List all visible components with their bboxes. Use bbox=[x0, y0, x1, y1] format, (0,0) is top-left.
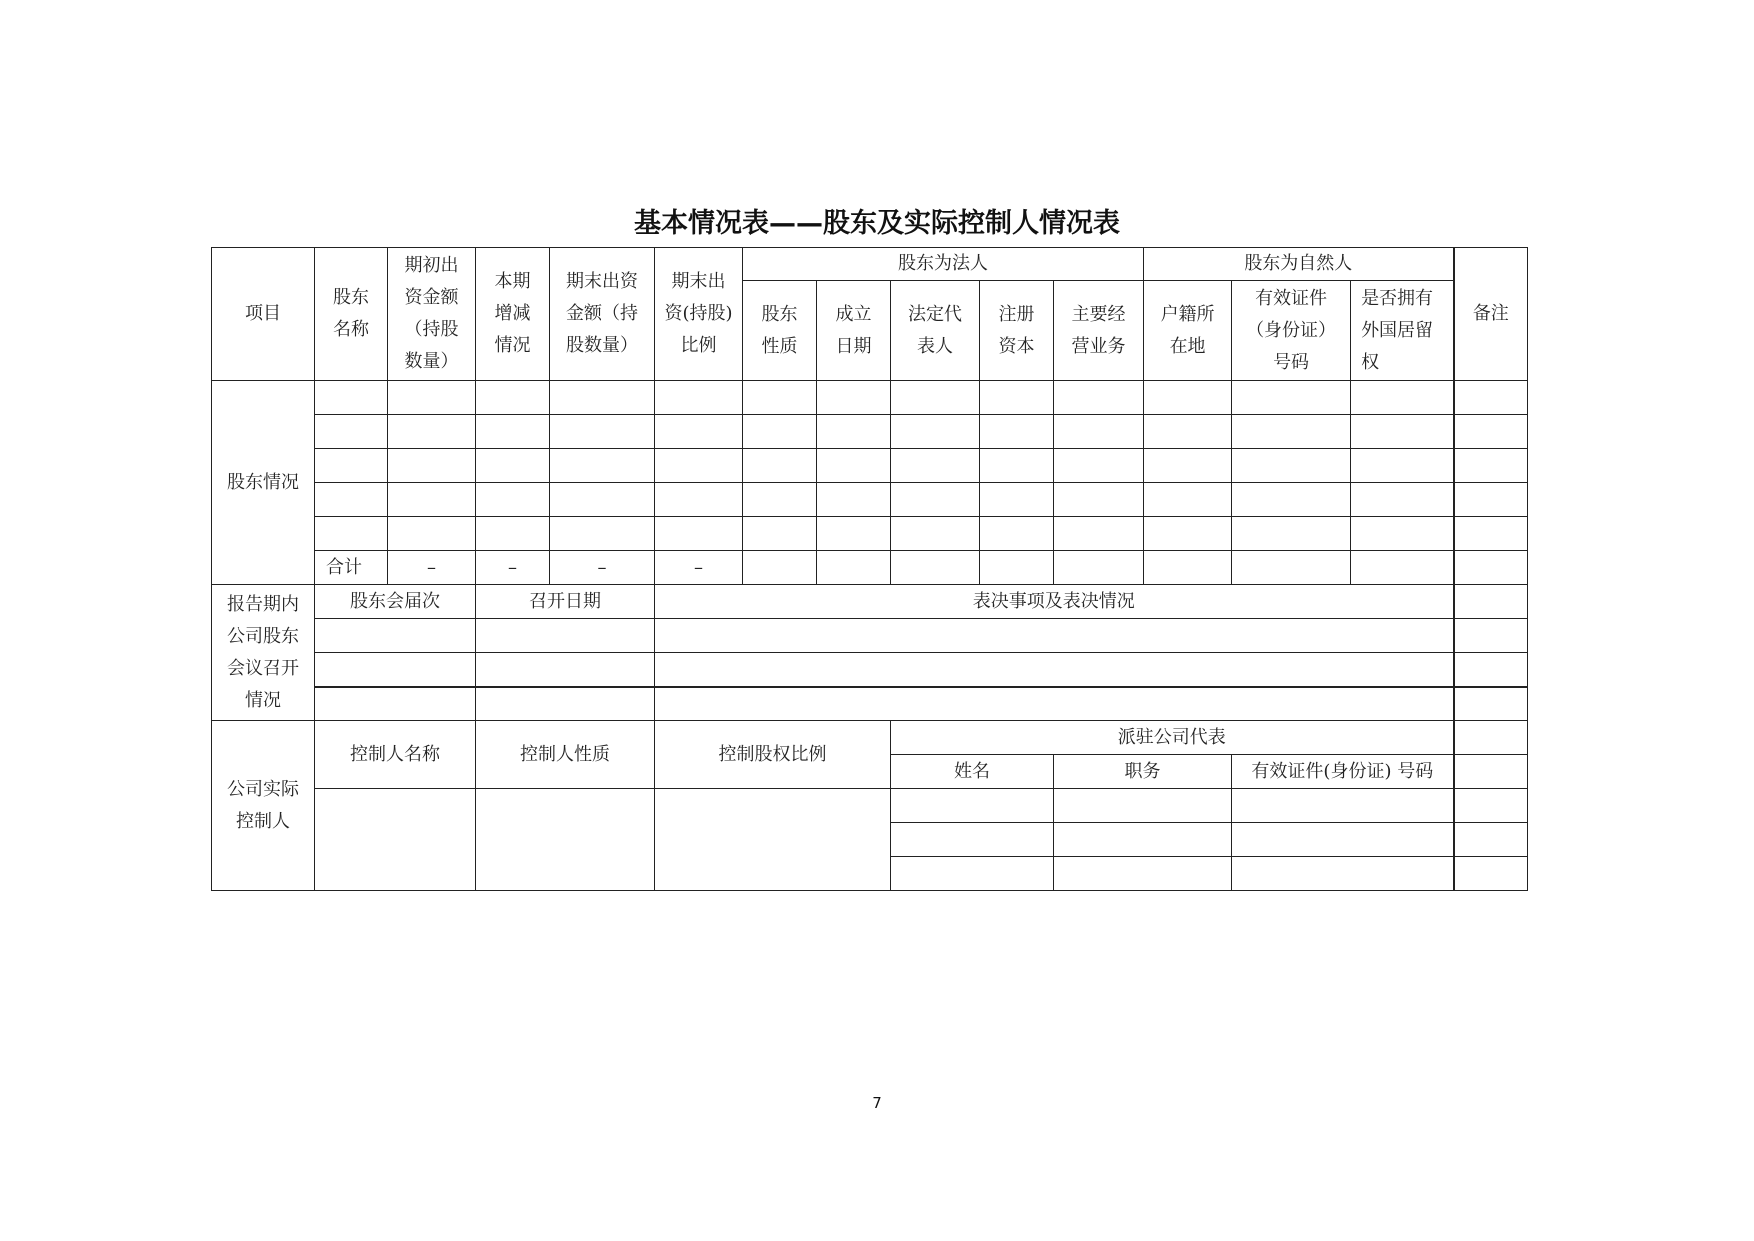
table-row bbox=[212, 653, 1528, 687]
header-text: 注册 bbox=[998, 303, 1035, 325]
header-text: 期末出 bbox=[671, 271, 726, 292]
table-cell[interactable] bbox=[1054, 381, 1144, 415]
table-cell[interactable] bbox=[550, 483, 655, 517]
table-row bbox=[212, 687, 1528, 721]
header-text: 金额（持 bbox=[566, 303, 638, 324]
shareholder-controller-table bbox=[211, 247, 1528, 891]
controller-section-label bbox=[212, 721, 315, 891]
table-cell[interactable] bbox=[743, 381, 817, 415]
table-cell[interactable] bbox=[1232, 415, 1351, 449]
table-cell[interactable] bbox=[817, 551, 891, 585]
table-cell[interactable] bbox=[1351, 483, 1454, 517]
table-cell[interactable] bbox=[1454, 653, 1528, 687]
table-cell[interactable] bbox=[655, 619, 1454, 653]
header-text: 性质 bbox=[761, 335, 798, 357]
header-text: 权 bbox=[1361, 351, 1380, 373]
table-cell[interactable] bbox=[891, 449, 980, 483]
header-text: 名称 bbox=[333, 319, 369, 340]
table-row bbox=[212, 789, 1528, 823]
header-text: 外国居留 bbox=[1361, 319, 1434, 341]
table-cell[interactable] bbox=[1054, 823, 1232, 857]
header-text: 表人 bbox=[917, 335, 953, 357]
meeting-session-header: 股东会届次 bbox=[315, 585, 476, 619]
header-initial-capital bbox=[388, 248, 476, 381]
table-cell[interactable] bbox=[817, 415, 891, 449]
meeting-resolutions-header: 表决事项及表决情况 bbox=[655, 585, 1454, 619]
header-remarks: 备注 bbox=[1454, 248, 1528, 381]
table-cell[interactable] bbox=[1054, 517, 1144, 551]
total-dash: – bbox=[655, 551, 743, 585]
table-cell[interactable] bbox=[476, 653, 655, 687]
table-cell[interactable] bbox=[980, 551, 1054, 585]
table-cell[interactable] bbox=[1232, 381, 1351, 415]
header-text: 主要经 bbox=[1071, 303, 1126, 325]
label-text: 公司股东 bbox=[227, 625, 299, 647]
table-cell[interactable] bbox=[1454, 381, 1528, 415]
total-dash: – bbox=[476, 551, 550, 585]
table-row bbox=[212, 483, 1528, 517]
table-cell[interactable] bbox=[655, 687, 1454, 721]
table-cell[interactable] bbox=[1054, 551, 1144, 585]
table-cell[interactable] bbox=[891, 551, 980, 585]
table-cell[interactable] bbox=[315, 415, 388, 449]
header-text: 情况 bbox=[494, 335, 531, 356]
header-established bbox=[817, 281, 891, 381]
table-cell[interactable] bbox=[743, 415, 817, 449]
table-cell[interactable] bbox=[1454, 721, 1528, 755]
table-cell[interactable] bbox=[1054, 415, 1144, 449]
table-cell[interactable] bbox=[891, 857, 1054, 891]
header-text: 股东 bbox=[333, 287, 369, 308]
header-text: 有效证件 bbox=[1255, 287, 1328, 309]
controller-nature-cell[interactable] bbox=[476, 789, 655, 891]
table-cell[interactable] bbox=[1351, 551, 1454, 585]
header-id-number bbox=[1232, 281, 1351, 381]
header-text: （身份证） bbox=[1246, 319, 1337, 341]
table-cell[interactable] bbox=[1454, 687, 1528, 721]
label-text: 会议召开 bbox=[227, 657, 299, 679]
shareholder-section-label: 股东情况 bbox=[212, 381, 315, 585]
table-cell[interactable] bbox=[817, 381, 891, 415]
table-cell[interactable] bbox=[743, 483, 817, 517]
table-cell[interactable] bbox=[980, 415, 1054, 449]
table-cell[interactable] bbox=[1144, 415, 1232, 449]
controller-ratio-header: 控制股权比例 bbox=[655, 721, 891, 789]
total-dash: – bbox=[550, 551, 655, 585]
table-cell[interactable] bbox=[388, 415, 476, 449]
table-cell[interactable] bbox=[315, 653, 476, 687]
header-text: （持股 bbox=[404, 319, 459, 340]
header-text: 是否拥有 bbox=[1361, 287, 1434, 309]
header-text: 户籍所 bbox=[1160, 303, 1215, 325]
table-cell[interactable] bbox=[1454, 517, 1528, 551]
header-legal-person-group: 股东为法人 bbox=[743, 248, 1144, 281]
table-cell[interactable] bbox=[1454, 551, 1528, 585]
rep-name-header: 姓名 bbox=[891, 755, 1054, 789]
table-cell[interactable] bbox=[817, 517, 891, 551]
header-text: 号码 bbox=[1273, 351, 1310, 373]
table-cell[interactable] bbox=[476, 619, 655, 653]
table-cell[interactable] bbox=[315, 619, 476, 653]
table-cell[interactable] bbox=[743, 517, 817, 551]
table-row bbox=[212, 381, 1528, 415]
table-cell[interactable] bbox=[1454, 857, 1528, 891]
header-text: 期末出资 bbox=[566, 271, 638, 292]
header-text: 资本 bbox=[998, 335, 1035, 357]
header-legal-nature bbox=[743, 281, 817, 381]
table-cell[interactable] bbox=[1232, 483, 1351, 517]
table-cell[interactable] bbox=[315, 449, 388, 483]
table-cell[interactable] bbox=[891, 823, 1054, 857]
header-text: 期初出 bbox=[404, 255, 459, 276]
table-cell[interactable] bbox=[980, 517, 1054, 551]
table-cell[interactable] bbox=[1232, 857, 1454, 891]
label-text: 控制人 bbox=[236, 810, 290, 832]
header-text: 日期 bbox=[835, 335, 872, 357]
header-legal-rep bbox=[891, 281, 980, 381]
table-cell[interactable] bbox=[1144, 483, 1232, 517]
header-text: 资金额 bbox=[404, 287, 459, 308]
table-cell[interactable] bbox=[980, 381, 1054, 415]
table-cell[interactable] bbox=[1454, 789, 1528, 823]
header-ending-ratio bbox=[655, 248, 743, 381]
table-cell[interactable] bbox=[476, 449, 550, 483]
table-cell[interactable] bbox=[388, 517, 476, 551]
total-dash: – bbox=[388, 551, 476, 585]
table-cell[interactable] bbox=[315, 483, 388, 517]
table-cell[interactable] bbox=[315, 687, 476, 721]
label-text: 报告期内 bbox=[227, 593, 299, 615]
table-cell[interactable] bbox=[1454, 415, 1528, 449]
table-cell[interactable] bbox=[476, 381, 550, 415]
table-cell[interactable] bbox=[1454, 619, 1528, 653]
table-cell[interactable] bbox=[1351, 517, 1454, 551]
header-row bbox=[212, 248, 1528, 281]
controller-ratio-cell[interactable] bbox=[655, 789, 891, 891]
table-cell[interactable] bbox=[1232, 789, 1454, 823]
header-item: 项目 bbox=[212, 248, 315, 381]
header-text: 股数量） bbox=[566, 335, 638, 356]
header-text: 比例 bbox=[680, 335, 717, 356]
table-cell[interactable] bbox=[743, 449, 817, 483]
table-cell[interactable] bbox=[388, 449, 476, 483]
table-cell[interactable] bbox=[891, 415, 980, 449]
table-cell[interactable] bbox=[891, 517, 980, 551]
header-text: 法定代 bbox=[908, 303, 962, 325]
header-text: 资(持股) bbox=[664, 303, 733, 324]
header-natural-person-group: 股东为自然人 bbox=[1144, 248, 1454, 281]
table-cell[interactable] bbox=[315, 517, 388, 551]
table-cell[interactable] bbox=[1232, 823, 1454, 857]
table-cell[interactable] bbox=[1454, 449, 1528, 483]
header-text: 数量） bbox=[404, 351, 459, 372]
table-row bbox=[212, 517, 1528, 551]
table-cell[interactable] bbox=[1351, 415, 1454, 449]
table-cell[interactable] bbox=[817, 449, 891, 483]
table-row bbox=[212, 415, 1528, 449]
table-cell[interactable] bbox=[980, 483, 1054, 517]
table-cell[interactable] bbox=[1232, 551, 1351, 585]
header-text: 本期 bbox=[494, 271, 531, 292]
table-row bbox=[212, 449, 1528, 483]
header-foreign-residence bbox=[1351, 281, 1454, 381]
table-cell[interactable] bbox=[1054, 857, 1232, 891]
header-text: 股东 bbox=[761, 303, 798, 325]
table-cell[interactable] bbox=[655, 483, 743, 517]
table-cell[interactable] bbox=[388, 483, 476, 517]
table-cell[interactable] bbox=[743, 551, 817, 585]
table-cell[interactable] bbox=[1232, 517, 1351, 551]
table-cell[interactable] bbox=[1144, 449, 1232, 483]
table-cell[interactable] bbox=[476, 517, 550, 551]
table-cell[interactable] bbox=[1054, 449, 1144, 483]
representative-group-header: 派驻公司代表 bbox=[891, 721, 1454, 755]
controller-header-row bbox=[212, 721, 1528, 755]
controller-nature-header: 控制人性质 bbox=[476, 721, 655, 789]
header-ending-capital bbox=[550, 248, 655, 381]
table-cell[interactable] bbox=[476, 483, 550, 517]
table-cell[interactable] bbox=[550, 415, 655, 449]
table-cell[interactable] bbox=[891, 789, 1054, 823]
table-cell[interactable] bbox=[1144, 551, 1232, 585]
table-row bbox=[212, 619, 1528, 653]
table-cell[interactable] bbox=[1054, 789, 1232, 823]
table-cell[interactable] bbox=[655, 415, 743, 449]
header-text: 在地 bbox=[1169, 335, 1206, 357]
table-cell[interactable] bbox=[891, 483, 980, 517]
table-cell[interactable] bbox=[1144, 381, 1232, 415]
table-cell[interactable] bbox=[655, 381, 743, 415]
rep-id-header: 有效证件(身份证) 号码 bbox=[1232, 755, 1454, 789]
table-cell[interactable] bbox=[315, 381, 388, 415]
table-cell[interactable] bbox=[891, 381, 980, 415]
controller-name-cell[interactable] bbox=[315, 789, 476, 891]
controller-name-header: 控制人名称 bbox=[315, 721, 476, 789]
table-cell[interactable] bbox=[980, 449, 1054, 483]
meeting-date-header: 召开日期 bbox=[476, 585, 655, 619]
header-text: 增减 bbox=[494, 303, 531, 324]
table-cell[interactable] bbox=[388, 381, 476, 415]
header-period-change bbox=[476, 248, 550, 381]
label-text: 情况 bbox=[245, 689, 281, 711]
rep-position-header: 职务 bbox=[1054, 755, 1232, 789]
header-main-business bbox=[1054, 281, 1144, 381]
header-shareholder-name bbox=[315, 248, 388, 381]
table-cell[interactable] bbox=[550, 381, 655, 415]
table-cell[interactable] bbox=[1351, 381, 1454, 415]
page-number: 7 bbox=[872, 1094, 882, 1112]
table-cell[interactable] bbox=[1351, 449, 1454, 483]
table-cell[interactable] bbox=[655, 653, 1454, 687]
table-cell[interactable] bbox=[476, 415, 550, 449]
table-cell[interactable] bbox=[1454, 755, 1528, 789]
page-title: 基本情况表——股东及实际控制人情况表 bbox=[634, 208, 1120, 239]
table-cell[interactable] bbox=[655, 517, 743, 551]
table-cell[interactable] bbox=[655, 449, 743, 483]
table-cell[interactable] bbox=[550, 517, 655, 551]
total-row bbox=[212, 551, 1528, 585]
meeting-section-label bbox=[212, 585, 315, 721]
header-text: 营业务 bbox=[1071, 335, 1126, 357]
meeting-header-row bbox=[212, 585, 1528, 619]
table-cell[interactable] bbox=[1144, 517, 1232, 551]
table-cell[interactable] bbox=[1454, 585, 1528, 619]
header-registered-capital bbox=[980, 281, 1054, 381]
total-label: 合计 bbox=[315, 551, 388, 585]
table-cell[interactable] bbox=[1232, 449, 1351, 483]
table-cell[interactable] bbox=[1054, 483, 1144, 517]
table-cell[interactable] bbox=[550, 449, 655, 483]
label-text: 公司实际 bbox=[227, 778, 299, 800]
table-cell[interactable] bbox=[1454, 823, 1528, 857]
table-cell[interactable] bbox=[1454, 483, 1528, 517]
table-cell[interactable] bbox=[817, 483, 891, 517]
header-text: 成立 bbox=[835, 303, 872, 325]
header-domicile bbox=[1144, 281, 1232, 381]
table-cell[interactable] bbox=[476, 687, 655, 721]
